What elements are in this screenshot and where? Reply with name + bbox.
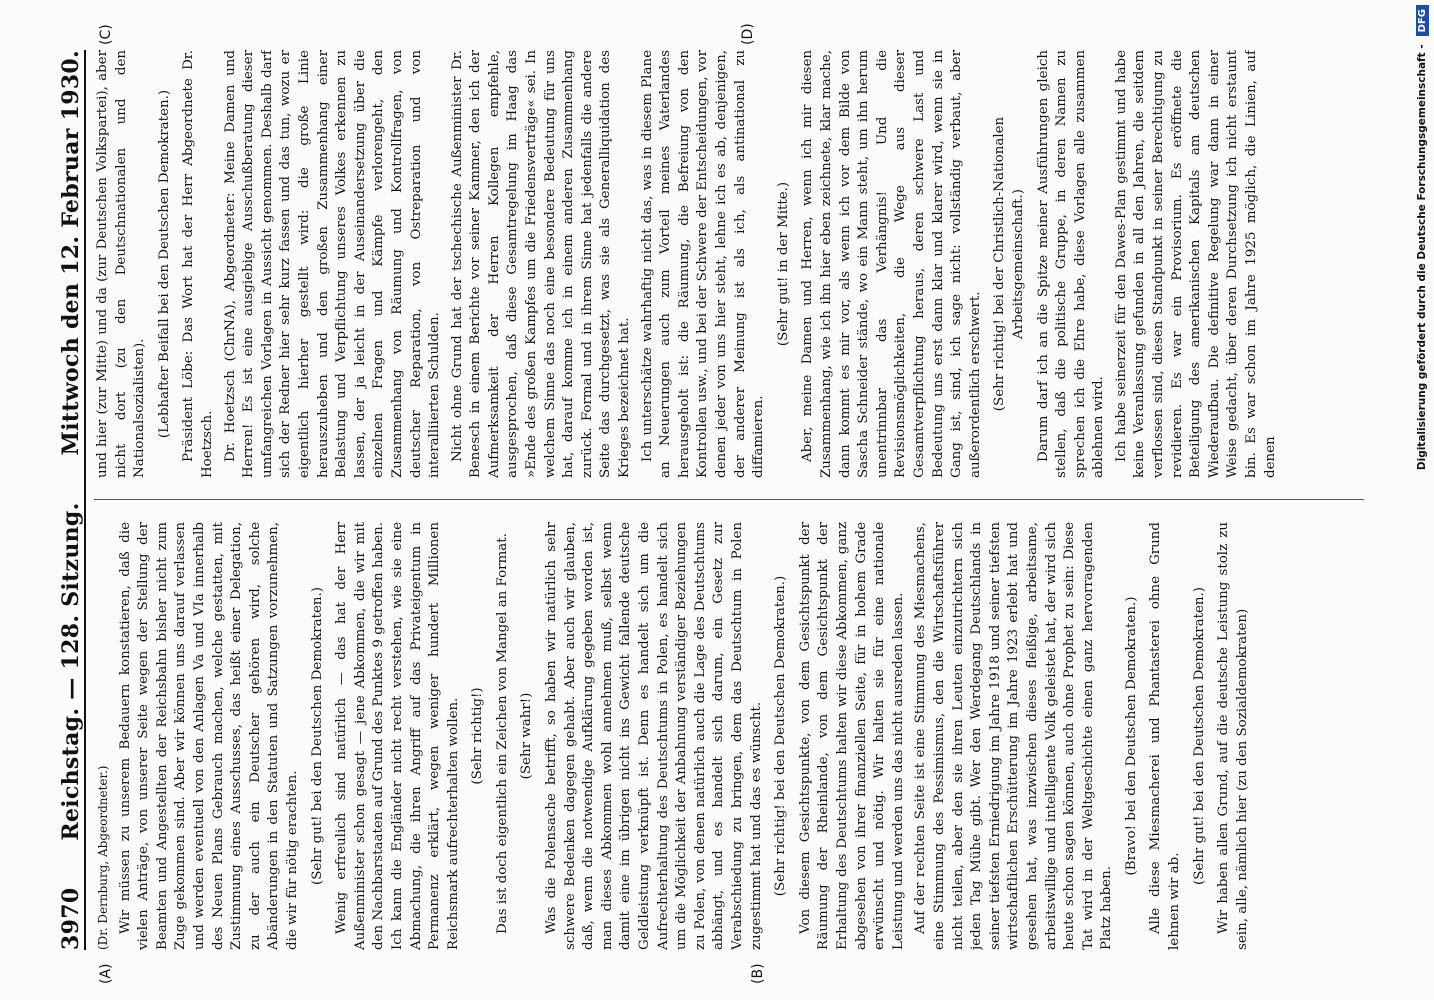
paragraph: Ich habe seinerzeit für den Dawes-Plan gestimmt und habe keine Veranlassung gefunden in all den Jahren, die seitdem verflossen sind, diesen Standpunkt in seiner Berechtigung zu revidieren. Es war ein Provisorium. Es eröffnete die Beteiligung des amerikanischen Kapitals am deutschen Wiederaufbau. Die definitive Regelung war dann in einer Weise gedacht, über deren Durchsetzung ich nicht erstaunt bin. Es war schon im Jahre 1925 möglich, die Linien, auf denen <box>1113 50 1278 478</box>
interjection: (Sehr wahr!) <box>519 692 535 780</box>
interjection: (Lebhafter Beifall bei den Deutschen Demokraten.) <box>156 89 172 439</box>
paragraph: Ich unterschätze wahrhaftig nicht das, was in diesem Plane an Neuerungen auch zum Vorteil meines Vaterlandes herausgeholt ist: die Räumung, die Befreiung von den Kontrollen usw., und bei der Schwere der Entscheidungen, vor denen jeder von uns hier steht, lehne ich es ab, denjenigen, der anderer Meinung ist als ich, als antinational zu diffamieren. <box>639 50 767 478</box>
page-header <box>50 50 86 950</box>
interjection: (Sehr gut! bei den Deutschen Demokraten.) <box>309 586 325 886</box>
paragraph: Das ist doch eigentlich ein Zeichen von Mangel an Format. <box>494 533 510 934</box>
rotated-page <box>50 23 1380 984</box>
paragraph: Präsident Löbe: Das Wort hat der Herr Abgeordnete Dr. Hoetzsch. <box>181 50 215 478</box>
column-divider <box>94 499 1364 500</box>
margin-mark-a: (A) <box>98 963 114 984</box>
margin-mark-d: (D) <box>740 23 756 45</box>
paragraph: (Dr. Dernburg, Abgeordneter.) <box>96 765 110 950</box>
paragraph: Aber, meine Damen und Herren, wenn ich mir diesen Zusammenhang, wie ich ihn hier eben zeichnete, klar mache, dann kommt es mir vor, als wenn ich vor dem Bilde von Sascha Schneider stände, wo ein Mann steht, um ihn herum unentrinnbar das Verhängnis! Und die Revisionsmöglichkeiten, die Wege aus dieser Gesamtverpflichtung heraus, deren schwere Last und Bedeutung uns erst dann klar und klarer wird, wenn sie in Gang ist, sind, ich sage nicht: vollständig verbaut, aber außerordentlich erschwert. <box>800 50 983 478</box>
paragraph: Wir müssen zu unserem Bedauern konstatieren, daß die vielen Anträge, von unserer Seite wegen der Stellung der Beamten und Angestellten der Reichsbahn bisher nicht zum Zuge gekommen sind. Aber wir können uns darauf verlassen und werden eventuell von den Anlagen Va und VIa innerhalb des Neuen Plans Gebrauch machen, welche gestatten, mit Zustimmung eines Ausschusses, das heißt einer Delegation, zu der auch ein Deutscher gehören wird, solche Abänderungen in den Statuten und Satzungen vorzunehmen, die wir für nötig erachten. <box>117 522 300 950</box>
margin-mark-b: (B) <box>750 963 766 984</box>
right-text-column <box>94 50 1364 478</box>
interjection: (Sehr richtig! bei den Deutschen Demokraten.) <box>773 575 789 897</box>
paragraph: Nicht ohne Grund hat der tschechische Außenminister Dr. Benesch in einem Berichte vor seiner Kammer, den ich der Aufmerksamkeit der Herren Kollegen empfehle, ausgesprochen, daß diese Gesamtregelung im Haag das »Ende des großen Kampfes um die Friedensverträge« sei. In welchem Sinne das noch eine besondere Bedeutung für uns hat, darauf komme ich in einem anderen Zusammenhang zurück. Formal und in ihrem Sinne hat jedenfalls die andere Seite das durchgesetzt, was sie als Generalliquidation des Krieges bezeichnet hat. <box>449 50 633 478</box>
interjection: (Sehr richtig! bei der Christlich-Nationalen Arbeitsgemeinschaft.) <box>992 116 1026 412</box>
margin-mark-c: (C) <box>98 24 114 45</box>
left-text-column <box>94 522 1364 950</box>
paragraph: Was die Polensache betrifft, so haben wir natürlich sehr schwere Bedenken dagegen gehabt. Aber auch wir glauben, daß, wenn die notwendige Aufklärung gegeben worden ist, man dieses Abkommen wohl annehmen muß, selbst wenn damit eine im übrigen nicht ins Gewicht fallende deutsche Geldleistung verknüpft ist. Denn es handelt sich um die Aufrechterhaltung des Deutschtums in Polen, es handelt sich um die Möglichkeit der Anbahnung verständiger Beziehungen zu Polen, von denen natürlich auch die Lage des Deutschtums abhängt, und es handelt sich darum, ein Gesetz zur Verabschiedung zu bringen, dem das Deutschtum in Polen zugestimmt hat und das es wünscht. <box>544 522 764 950</box>
paragraph: und hier (zur Mitte) und da (zur Deutschen Volkspartei), aber nicht dort (zu den Deutschnationalen und den Nationalsozialisten). <box>95 50 148 478</box>
session-title: Reichstag. — 128. Sitzung. <box>58 502 84 841</box>
paragraph: Alle diese Miesmacherei und Phantasterei ohne Grund lehnen wir ab. <box>1148 522 1183 950</box>
paragraph: Wir haben allen Grund, auf die deutsche Leistung stolz zu sein, alle, nämlich hier (zu den Sozialdemokraten) <box>1216 522 1250 950</box>
dfg-logo: DFG <box>1416 5 1429 36</box>
credit-text: Digitalisierung gefördert durch die Deutsche Forschungsgemeinschaft - <box>1416 44 1428 471</box>
digitization-credit <box>1412 5 1432 995</box>
paragraph: Wenig erfreulich sind natürlich — das hat der Herr Außenminister schon gesagt — jene Abkommen, die wir mit den Nachbarstaaten auf Grund des Punktes 9 getroffen haben. Ich kann die Engländer nicht recht verstehen, wie sie eine Abmachung, die ihren Angriff auf das Privateigentum in Permanenz erklärt, wegen weniger hundert Millionen Reichsmark aufrechterhalten wollen. <box>334 522 461 950</box>
interjection: (Sehr richtig!) <box>470 687 486 785</box>
paragraph: Darum darf ich an die Spitze meiner Ausführungen gleich stellen, daß die politische Gruppe, in deren Namen zu sprechen ich die Ehre habe, diese Vorlagen alle zusammen ablehnen wird. <box>1035 50 1107 478</box>
interjection: (Bravo! bei den Deutschen Demokraten.) <box>1123 596 1139 876</box>
session-date: Mittwoch den 12. Februar 1930. <box>58 50 84 456</box>
paragraph: Auf der rechten Seite ist eine Stimmung des Miesmachens, eine Stimmung des Pessimismus, den die Wirtschaftsführer nicht teilen, aber den sie ihren Leuten einzutrichtern sich jeden Tag Mühe gibt. Wer den Werdegang Deutschlands in seiner tiefsten Erniedrigung im Jahre 1918 und seiner tiefsten wirtschaftlichen Erschütterung im Jahre 1923 erlebt hat und gesehen hat, was inzwischen dieses fleißige, arbeitsame, arbeitswillige und intelligente Volk geleistet hat, der wird sich heute schon sagen können, auch ohne Prophet zu sein: Diese Tat wird in der Weltgeschichte einen ganz hervorragenden Platz haben. <box>913 522 1115 950</box>
page-number: 3970 <box>58 887 84 950</box>
interjection: (Sehr gut! in der Mitte.) <box>775 181 791 347</box>
paragraph: Von diesem Gesichtspunkte, von dem Gesichtspunkt der Räumung der Rheinlande, von dem Gesichtspunkt der Erhaltung des Deutschtums halten wir diese Abkommen, ganz abgesehen von ihrer finanziellen Seite, für in hohem Grade erwünscht und nötig. Wir halten sie für eine nationale Leistung und werden uns das nicht ausreden lassen. <box>797 522 906 950</box>
paragraph: Dr. Hoetzsch (ChrNA), Abgeordneter: Meine Damen und Herren! Es ist eine ausgiebige Ausschußberatung dieser umfangreichen Vorlagen in Aussicht genommen. Deshalb darf sich der Redner hier sehr kurz fassen und das tun, wozu er eigentlich hierher gestellt wird: die große Linie herauszuheben und den großen Zusammenhang einer Belastung und Verpflichtung unseres Volkes erkennen zu lassen, der ja leicht in der Auseinandersetzung über die einzelnen Fragen und Kämpfe verlorengeht, den Zusammenhang von Räumung und Kontrollfragen, von deutscher Reparation, von Ostreparation und von interalliierten Schulden. <box>222 50 443 478</box>
interjection: (Sehr gut! bei den Deutschen Demokraten.) <box>1191 586 1207 886</box>
